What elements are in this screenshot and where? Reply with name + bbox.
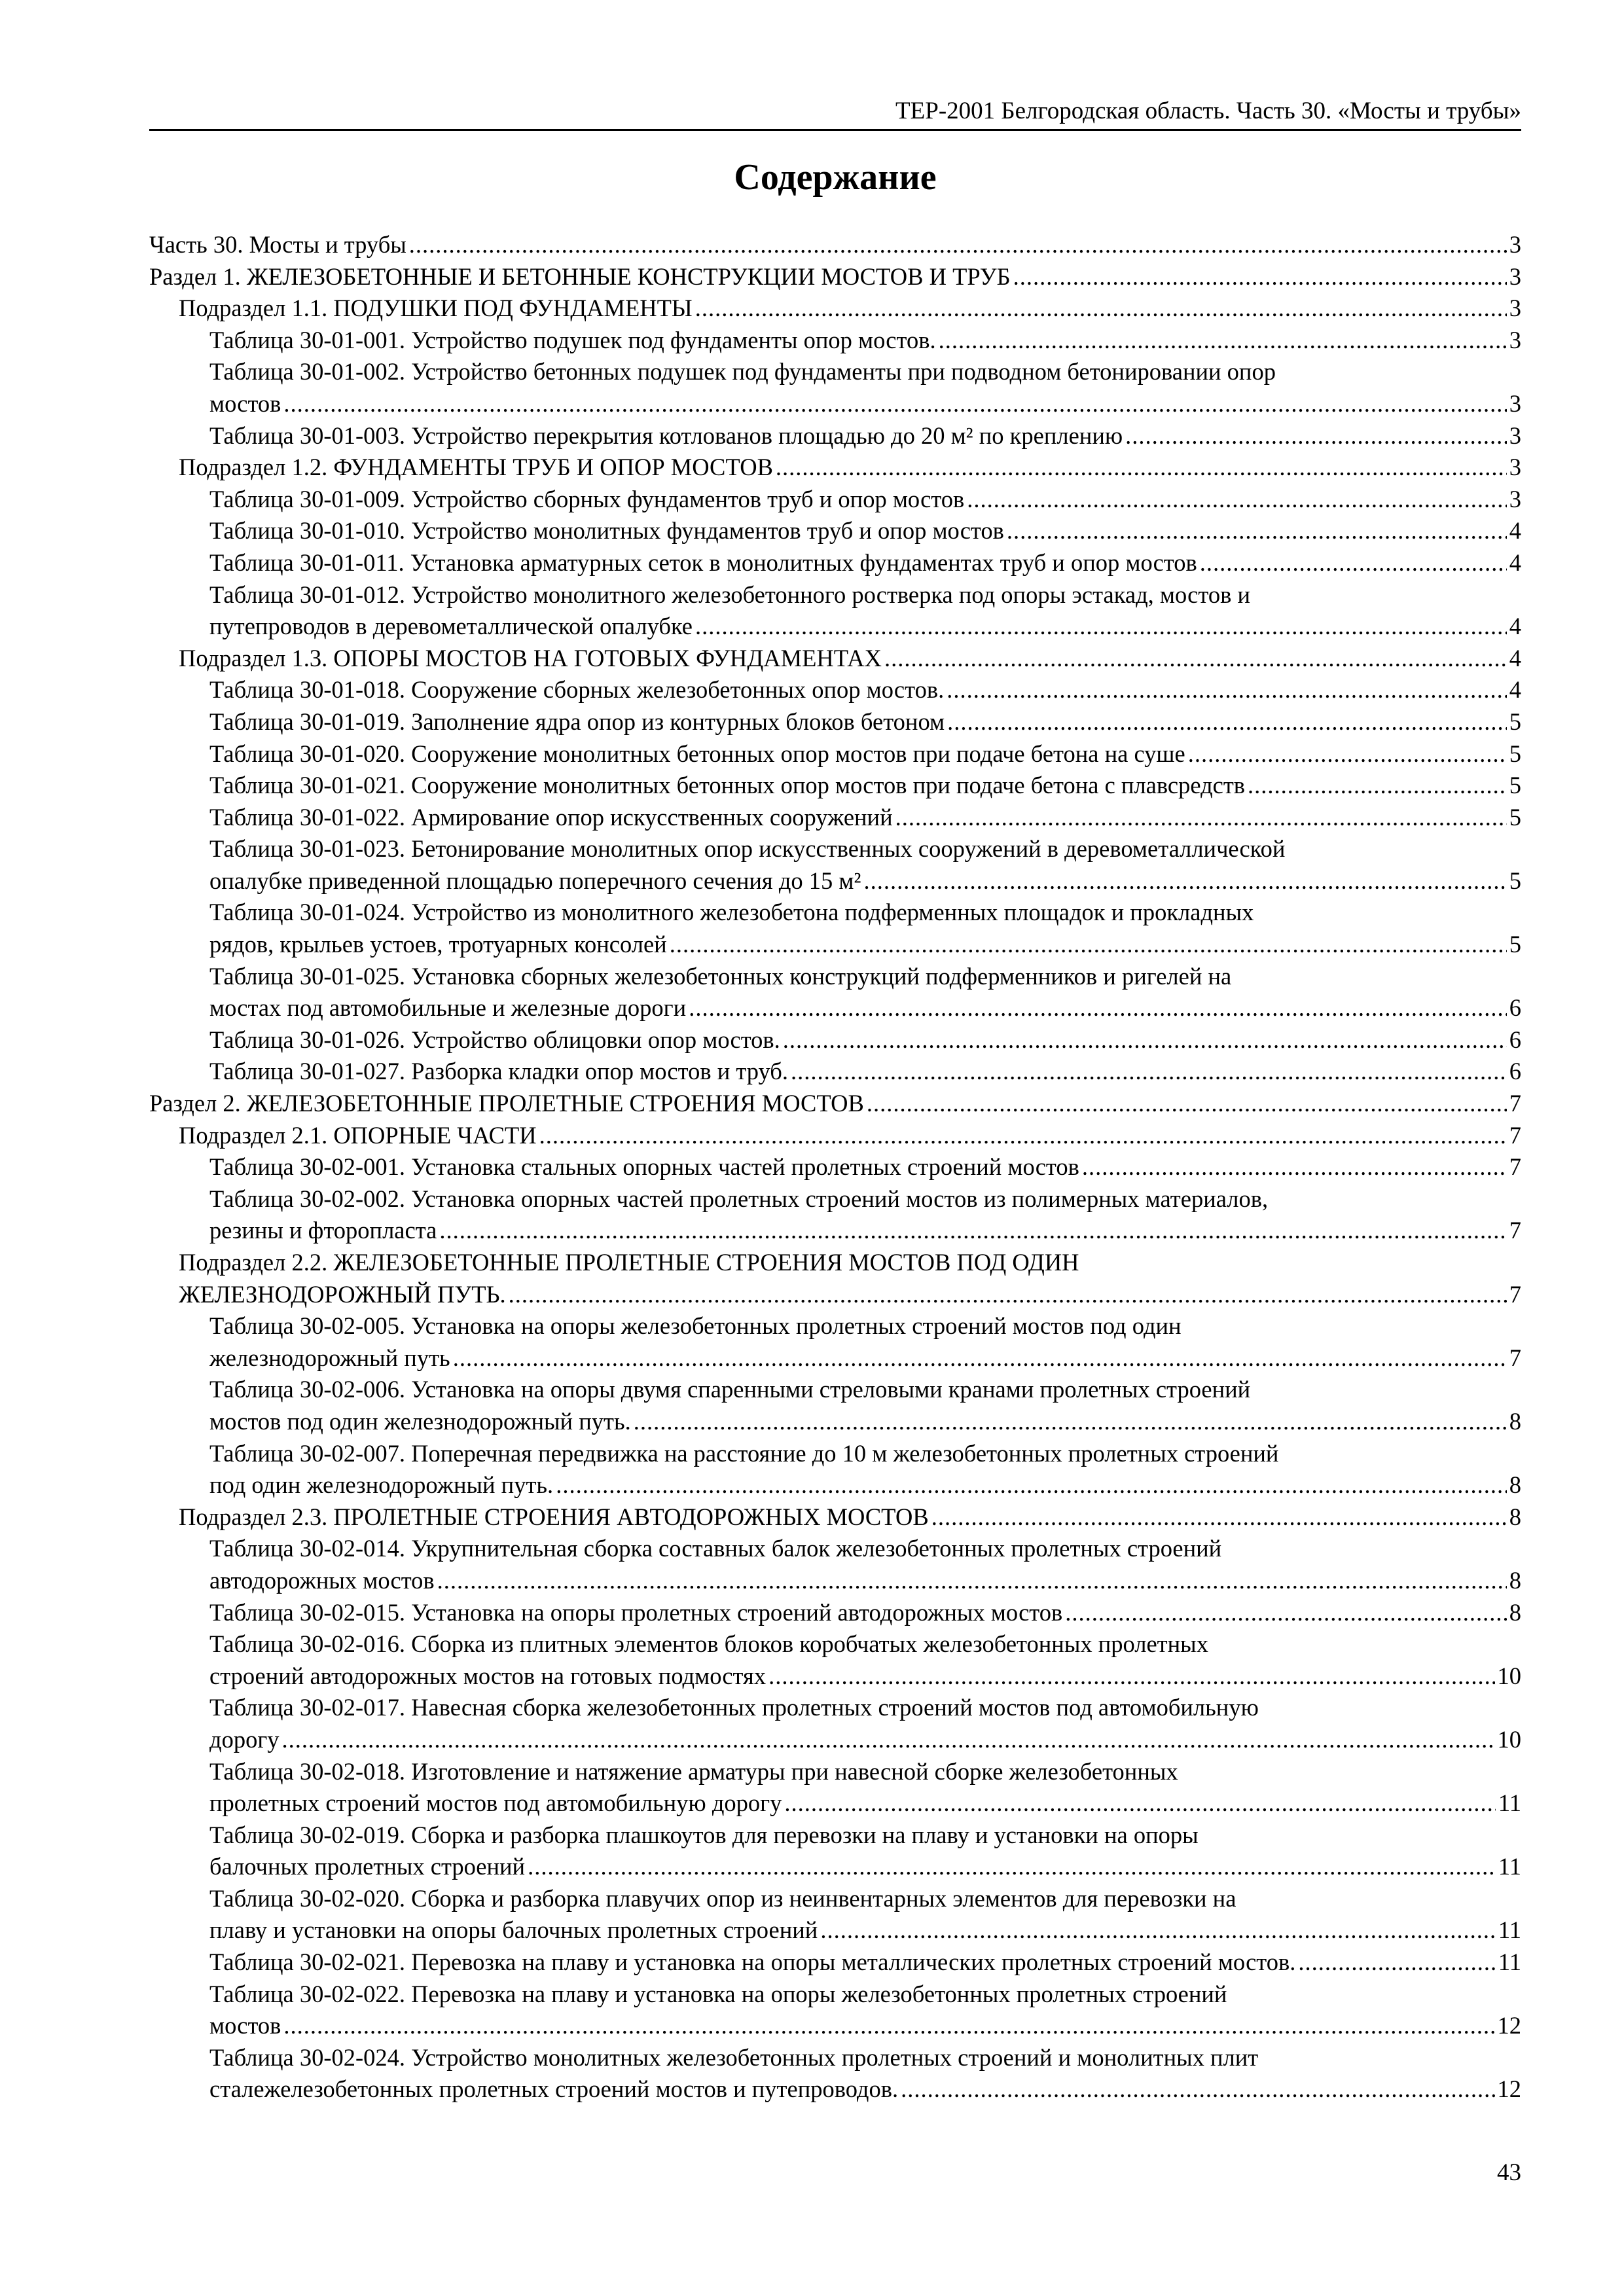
toc-entry-text: Часть 30. Мосты и трубы xyxy=(149,231,406,258)
toc-entry-text: Таблица 30-01-021. Сооружение монолитных бетонных опор мостов при подаче бетона с плавсредств xyxy=(209,772,1246,799)
toc-entry[interactable] xyxy=(149,1056,1521,1088)
dot-leader xyxy=(791,1056,1507,1088)
toc-page-number: 4 xyxy=(1509,644,1521,672)
toc-entry-text: Подраздел 1.2. ФУНДАМЕНТЫ ТРУБ И ОПОР МОСТОВ xyxy=(179,454,773,481)
toc-entry[interactable] xyxy=(149,1979,1521,2042)
dot-leader xyxy=(283,388,1506,420)
dot-leader xyxy=(1065,1597,1507,1629)
toc-entry-text: резины и фторопласта xyxy=(209,1217,437,1244)
toc-entry-text: Таблица 30-01-011. Установка арматурных сеток в монолитных фундаментах труб и опор мостов xyxy=(209,548,1197,576)
toc-page-number: 5 xyxy=(1509,931,1521,958)
toc-page-number: 7 xyxy=(1509,1090,1521,1117)
toc-entry-text: Раздел 2. ЖЕЛЕЗОБЕТОННЫЕ ПРОЛЕТНЫЕ СТРОЕНИЯ МОСТОВ xyxy=(149,1090,864,1117)
dot-leader xyxy=(783,1024,1507,1056)
toc-entry[interactable] xyxy=(149,1438,1521,1501)
toc-entry-text: Таблица 30-01-023. Бетонирование монолитных опор искусственных сооружений в деревометаллической xyxy=(209,835,1286,863)
toc-entry[interactable] xyxy=(149,1151,1521,1183)
toc-entry-text: рядов, крыльев устоев, тротуарных консолей xyxy=(209,931,667,958)
toc-entry-text: мостов xyxy=(209,2012,281,2039)
toc-page-number: 5 xyxy=(1509,772,1521,799)
toc-entry-text: Таблица 30-02-016. Сборка из плитных элементов блоков коробчатых железобетонных пролетных xyxy=(209,1630,1208,1658)
toc-entry[interactable] xyxy=(149,1310,1521,1374)
dot-leader xyxy=(695,611,1507,643)
toc-entry-text: Таблица 30-02-018. Изготовление и натяжение арматуры при навесной сборке железобетонных xyxy=(209,1757,1178,1785)
toc-entry-text: опалубке приведенной площадью поперечного сечения до 15 м² xyxy=(209,867,861,894)
toc-page-number: 3 xyxy=(1509,485,1521,512)
toc-entry[interactable] xyxy=(149,1501,1521,1534)
toc-page-number: 5 xyxy=(1509,740,1521,767)
header-rule xyxy=(149,129,1521,131)
toc-entry[interactable] xyxy=(149,1597,1521,1629)
toc-entry-text: автодорожных мостов xyxy=(209,1566,435,1594)
toc-entry-text: Подраздел 1.1. ПОДУШКИ ПОД ФУНДАМЕНТЫ xyxy=(179,295,693,322)
toc-entry-text: Таблица 30-01-020. Сооружение монолитных бетонных опор мостов при подаче бетона на суше xyxy=(209,740,1185,767)
toc-page-number: 7 xyxy=(1509,1217,1521,1244)
toc-entry[interactable] xyxy=(149,293,1521,325)
toc-entry-text: мостов xyxy=(209,389,281,417)
toc-page-number: 8 xyxy=(1509,1598,1521,1626)
toc-entry-text: Таблица 30-01-010. Устройство монолитных фундаментов труб и опор мостов xyxy=(209,517,1004,545)
dot-leader xyxy=(884,643,1507,675)
toc-entry-text: Таблица 30-02-005. Установка на опоры железобетонных пролетных строений мостов под один xyxy=(209,1312,1182,1340)
dot-leader xyxy=(695,293,1507,325)
toc-entry-text: Таблица 30-01-002. Устройство бетонных подушек под фундаменты при подводном бетонировании опор xyxy=(209,358,1276,386)
toc-entry[interactable] xyxy=(149,1533,1521,1596)
toc-entry[interactable] xyxy=(149,961,1521,1024)
dot-leader xyxy=(867,1088,1507,1120)
toc-entry[interactable] xyxy=(149,547,1521,579)
toc-entry-text: Таблица 30-01-018. Сооружение сборных железобетонных опор мостов. xyxy=(209,676,945,704)
dot-leader xyxy=(776,452,1507,484)
toc-entry[interactable] xyxy=(149,1756,1521,1820)
dot-leader xyxy=(947,706,1507,738)
toc-page-number: 4 xyxy=(1509,517,1521,545)
toc-entry-text: путепроводов в деревометаллической опалубке xyxy=(209,613,693,640)
toc-entry[interactable] xyxy=(149,420,1521,452)
toc-entry-text: Таблица 30-02-020. Сборка и разборка плавучих опор из неинвентарных элементов для перевозки на xyxy=(209,1884,1236,1912)
dot-leader xyxy=(1125,420,1507,452)
dot-leader xyxy=(1007,515,1507,547)
toc-entry[interactable] xyxy=(149,706,1521,738)
dot-leader xyxy=(967,484,1507,516)
toc-page-number: 3 xyxy=(1509,231,1521,258)
toc-page-number: 10 xyxy=(1497,1725,1521,1753)
dot-leader xyxy=(901,2073,1494,2106)
toc-entry-text: сталежелезобетонных пролетных строений мостов и путепроводов. xyxy=(209,2075,899,2103)
toc-entry-text: балочных пролетных строений xyxy=(209,1853,526,1880)
toc-entry-text: Таблица 30-02-015. Установка на опоры пролетных строений автодорожных мостов xyxy=(209,1598,1063,1626)
toc-page-number: 4 xyxy=(1509,548,1521,576)
toc-page-number: 8 xyxy=(1509,1503,1521,1530)
dot-leader xyxy=(768,1660,1494,1693)
toc-entry-text: Таблица 30-02-006. Установка на опоры двумя спаренными стреловыми кранами пролетных строений xyxy=(209,1376,1251,1403)
toc-entry-text: Подраздел 1.3. ОПОРЫ МОСТОВ НА ГОТОВЫХ ФУНДАМЕНТАХ xyxy=(179,644,882,672)
toc-page-number: 11 xyxy=(1498,1948,1521,1976)
dot-leader xyxy=(895,802,1507,834)
toc-page-number: 11 xyxy=(1498,1853,1521,1880)
dot-leader xyxy=(939,325,1507,357)
toc-page-number: 5 xyxy=(1509,867,1521,894)
toc-entry[interactable] xyxy=(149,484,1521,516)
toc-entry[interactable] xyxy=(149,1946,1521,1979)
toc-entry[interactable] xyxy=(149,1088,1521,1120)
toc-entry-text: Раздел 1. ЖЕЛЕЗОБЕТОННЫЕ И БЕТОННЫЕ КОНСТРУКЦИИ МОСТОВ И ТРУБ xyxy=(149,262,1011,290)
toc-page-number: 3 xyxy=(1509,454,1521,481)
dot-leader xyxy=(634,1406,1507,1438)
toc-page-number: 6 xyxy=(1509,994,1521,1022)
toc-entry-text: плаву и установки на опоры балочных пролетных строений xyxy=(209,1916,818,1944)
toc-page-number: 12 xyxy=(1497,2075,1521,2103)
toc-entry[interactable] xyxy=(149,1628,1521,1692)
toc-entry-text: Таблица 30-01-022. Армирование опор искусственных сооружений xyxy=(209,803,893,831)
dot-leader xyxy=(409,229,1507,261)
toc-entry-text: железнодорожный путь xyxy=(209,1344,450,1371)
toc-entry[interactable] xyxy=(149,643,1521,675)
toc-entry[interactable] xyxy=(149,2042,1521,2106)
dot-leader xyxy=(283,2010,1494,2042)
toc-entry-text: Таблица 30-01-019. Заполнение ядра опор из контурных блоков бетоном xyxy=(209,708,945,735)
dot-leader xyxy=(1188,738,1507,770)
toc-entry[interactable] xyxy=(149,738,1521,770)
toc-entry-text: дорогу xyxy=(209,1725,280,1753)
toc-entry-text: Подраздел 2.1. ОПОРНЫЕ ЧАСТИ xyxy=(179,1121,537,1149)
toc-entry[interactable] xyxy=(149,229,1521,261)
toc-entry[interactable] xyxy=(149,1374,1521,1437)
toc-entry[interactable] xyxy=(149,1183,1521,1247)
dot-leader xyxy=(689,992,1507,1024)
toc-entry-text: Таблица 30-01-026. Устройство облицовки опор мостов. xyxy=(209,1026,780,1053)
toc-page-number: 3 xyxy=(1509,389,1521,417)
table-of-contents xyxy=(149,229,1521,2106)
running-header: ТЕР-2001 Белгородская область. Часть 30. «Мосты и трубы» xyxy=(895,98,1521,124)
toc-page-number: 12 xyxy=(1497,2012,1521,2039)
page-title: Содержание xyxy=(734,157,937,198)
dot-leader xyxy=(1082,1151,1507,1183)
toc-entry-text: Подраздел 2.2. ЖЕЛЕЗОБЕТОННЫЕ ПРОЛЕТНЫЕ СТРОЕНИЯ МОСТОВ ПОД ОДИН xyxy=(179,1249,1079,1276)
toc-page-number: 11 xyxy=(1498,1789,1521,1817)
toc-page-number: 4 xyxy=(1509,676,1521,704)
dot-leader xyxy=(784,1787,1495,1820)
toc-page-number: 8 xyxy=(1509,1471,1521,1499)
toc-page-number: 7 xyxy=(1509,1280,1521,1308)
toc-entry-text: Таблица 30-01-027. Разборка кладки опор мостов и труб. xyxy=(209,1058,789,1085)
toc-entry[interactable] xyxy=(149,325,1521,357)
toc-entry-text: Таблица 30-01-003. Устройство перекрытия котлованов площадью до 20 м² по креплению xyxy=(209,422,1123,449)
dot-leader xyxy=(509,1279,1507,1311)
page-number: 43 xyxy=(1497,2159,1521,2186)
toc-entry-text: под один железнодорожный путь. xyxy=(209,1471,554,1499)
dot-leader xyxy=(556,1469,1507,1501)
toc-entry-text: строений автодорожных мостов на готовых подмостях xyxy=(209,1662,767,1689)
toc-entry-text: Таблица 30-01-012. Устройство монолитного железобетонного ростверка под опоры эстакад, мостов и xyxy=(209,581,1250,608)
toc-entry-text: мостов под один железнодорожный путь. xyxy=(209,1407,631,1435)
toc-page-number: 10 xyxy=(1497,1662,1521,1689)
toc-entry[interactable] xyxy=(149,833,1521,897)
toc-entry[interactable] xyxy=(149,897,1521,960)
toc-page-number: 7 xyxy=(1509,1121,1521,1149)
dot-leader xyxy=(453,1342,1507,1374)
toc-entry-text: пролетных строений мостов под автомобильную дорогу xyxy=(209,1789,782,1817)
toc-entry-text: Таблица 30-01-024. Устройство из монолитного железобетона подферменных площадок и прокладных xyxy=(209,899,1254,926)
toc-page-number: 7 xyxy=(1509,1153,1521,1181)
dot-leader xyxy=(670,929,1507,961)
toc-page-number: 5 xyxy=(1509,803,1521,831)
toc-entry-text: Таблица 30-02-001. Установка стальных опорных частей пролетных строений мостов xyxy=(209,1153,1079,1181)
toc-page-number: 3 xyxy=(1509,295,1521,322)
dot-leader xyxy=(863,865,1506,897)
dot-leader xyxy=(1248,770,1507,802)
toc-entry[interactable] xyxy=(149,1247,1521,1310)
toc-entry[interactable] xyxy=(149,770,1521,802)
toc-page-number: 7 xyxy=(1509,1344,1521,1371)
dot-leader xyxy=(437,1565,1507,1597)
toc-entry[interactable] xyxy=(149,1692,1521,1755)
toc-entry[interactable] xyxy=(149,261,1521,293)
toc-entry-text: Таблица 30-02-002. Установка опорных частей пролетных строений мостов из полимерных материалов, xyxy=(209,1185,1269,1212)
toc-page-number: 4 xyxy=(1509,613,1521,640)
toc-entry-text: Таблица 30-02-021. Перевозка на плаву и установка на опоры металлических пролетных строений мостов. xyxy=(209,1948,1296,1976)
toc-entry-text: Таблица 30-02-024. Устройство монолитных железобетонных пролетных строений и монолитных плит xyxy=(209,2043,1259,2071)
toc-entry[interactable] xyxy=(149,515,1521,547)
toc-entry[interactable] xyxy=(149,1820,1521,1883)
toc-entry-text: Таблица 30-01-001. Устройство подушек под фундаменты опор мостов. xyxy=(209,326,936,353)
toc-entry[interactable] xyxy=(149,802,1521,834)
dot-leader xyxy=(282,1724,1495,1756)
toc-page-number: 8 xyxy=(1509,1566,1521,1594)
toc-entry[interactable] xyxy=(149,1024,1521,1056)
toc-entry[interactable] xyxy=(149,579,1521,643)
toc-entry-text: Таблица 30-02-007. Поперечная передвижка на расстояние до 10 м железобетонных пролетных строений xyxy=(209,1439,1279,1467)
toc-entry[interactable] xyxy=(149,1883,1521,1946)
toc-entry-text: Подраздел 2.3. ПРОЛЕТНЫЕ СТРОЕНИЯ АВТОДОРОЖНЫХ МОСТОВ xyxy=(179,1503,929,1530)
toc-entry-text: Таблица 30-01-025. Установка сборных железобетонных конструкций подферменников и ригелей на xyxy=(209,962,1232,990)
toc-page-number: 8 xyxy=(1509,1407,1521,1435)
toc-entry[interactable] xyxy=(149,452,1521,484)
toc-entry-text: мостах под автомобильные и железные дороги xyxy=(209,994,687,1022)
toc-page-number: 11 xyxy=(1498,1916,1521,1944)
dot-leader xyxy=(439,1215,1506,1247)
dot-leader xyxy=(1200,547,1507,579)
toc-page-number: 3 xyxy=(1509,422,1521,449)
toc-entry-text: Таблица 30-02-019. Сборка и разборка плашкоутов для перевозки на плаву и установки на опоры xyxy=(209,1821,1199,1848)
dot-leader xyxy=(528,1851,1496,1883)
dot-leader xyxy=(539,1120,1507,1152)
toc-entry[interactable] xyxy=(149,674,1521,706)
toc-entry[interactable] xyxy=(149,1120,1521,1152)
dot-leader xyxy=(1298,1946,1495,1979)
toc-page-number: 6 xyxy=(1509,1026,1521,1053)
toc-page-number: 3 xyxy=(1509,326,1521,353)
dot-leader xyxy=(947,674,1507,706)
toc-entry[interactable] xyxy=(149,356,1521,420)
toc-page-number: 3 xyxy=(1509,262,1521,290)
toc-entry-text: Таблица 30-01-009. Устройство сборных фундаментов труб и опор мостов xyxy=(209,485,965,512)
dot-leader xyxy=(820,1914,1496,1946)
toc-entry-text: Таблица 30-02-022. Перевозка на плаву и установка на опоры железобетонных пролетных строений xyxy=(209,1980,1227,2007)
toc-page-number: 6 xyxy=(1509,1058,1521,1085)
toc-page-number: 5 xyxy=(1509,708,1521,735)
toc-entry-text: ЖЕЛЕЗНОДОРОЖНЫЙ ПУТЬ. xyxy=(179,1280,506,1308)
dot-leader xyxy=(1013,261,1507,293)
toc-entry-text: Таблица 30-02-014. Укрупнительная сборка составных балок железобетонных пролетных строений xyxy=(209,1535,1222,1562)
toc-entry-text: Таблица 30-02-017. Навесная сборка железобетонных пролетных строений мостов под автомобильную xyxy=(209,1694,1259,1721)
dot-leader xyxy=(931,1501,1507,1534)
